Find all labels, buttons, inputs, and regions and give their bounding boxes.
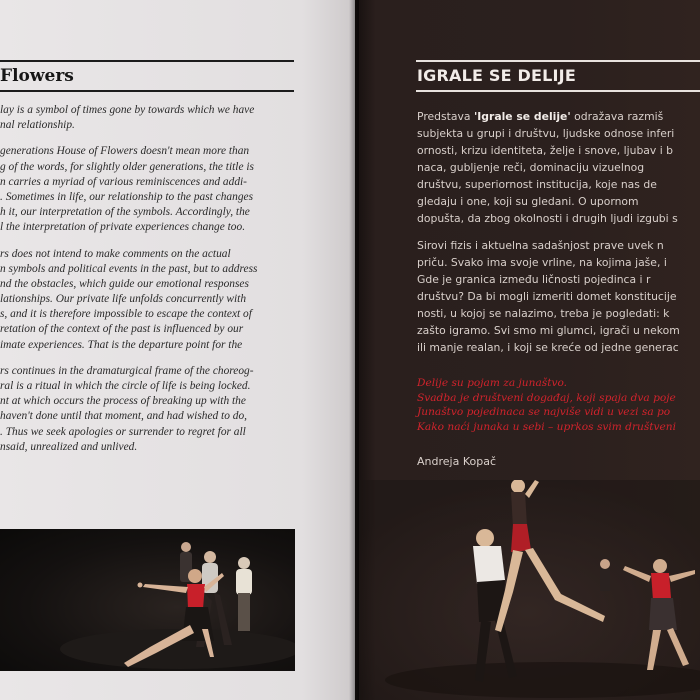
text-line: g of the words, for slightly older generations, the title is: [0, 160, 254, 173]
text-line: Sirovi fizis i aktuelna sadašnjost prave uvek n: [417, 239, 664, 252]
book-spine-shadow: [349, 0, 359, 700]
text-line: lay is a symbol of times gone by towards which we have: [0, 104, 255, 116]
red-quote-line: Delije su pojam za junaštvo.: [417, 377, 568, 389]
text-line: zašto igramo. Svi smo mi glumci, igrači u nekom: [417, 324, 680, 337]
text-segment: odražava razmiš: [574, 110, 664, 123]
text-line: subjekta u grupi i društvu, ljudske odnose inferi: [417, 127, 675, 140]
text-line: rs does not intend to make comments on the actual: [0, 247, 231, 260]
text-line: ornosti, krizu identiteta, želje i snove, ljubav i b: [417, 144, 674, 157]
right-page: [355, 0, 700, 700]
left-top-rule: [0, 60, 294, 62]
author-name: Andreja Kopač: [417, 455, 496, 468]
text-line: ral is a ritual in which the circle of life is being locked.: [0, 380, 251, 392]
text-line: nd the obstacles, which guide our emotional responses: [0, 277, 249, 290]
right-title-rule: [416, 90, 700, 92]
right-page-title: IGRALE SE DELIJE: [417, 66, 576, 85]
text-line: rs continues in the dramaturgical frame of the choreog-: [0, 364, 254, 377]
text-segment: Predstava: [417, 110, 471, 123]
text-line: nal relationship.: [0, 119, 75, 132]
text-line: dopušta, da zbog okolnosti i drugih ljudi izgubi s: [417, 212, 678, 225]
text-line: društvu? Da bi mogli izmeriti domet konstitucije: [417, 290, 677, 303]
play-title-quote: 'Igrale se delije': [473, 110, 571, 123]
right-body-text: [417, 108, 700, 356]
left-body-text: [0, 103, 295, 455]
text-line: retation of the context of the past is influenced by our: [0, 323, 244, 336]
text-line: generations House of Flowers doesn't mean more than: [0, 145, 250, 158]
text-line: lationships. Our private life unfolds concurrently with: [0, 293, 247, 306]
text-line: h it, our interpretation of the symbols. Accordingly, the: [0, 206, 250, 219]
text-line: . Sometimes in life, our relationship to the past changes: [0, 190, 253, 203]
dance-photo-right: [355, 480, 700, 700]
red-quote-line: Svadba je društveni događaj, koji spaja dva poje: [417, 391, 676, 404]
text-line: ili manje realan, i koji se kreće od jedne generac: [417, 341, 679, 354]
dance-photo-left: [0, 529, 295, 671]
text-line: društvu, superiornost institucija, koje nas de: [417, 178, 657, 191]
dancers-illustration: [0, 529, 295, 671]
text-line: imate experiences. That is the departure point for the: [0, 338, 243, 351]
right-top-rule: [416, 60, 700, 62]
text-line: n symbols and political events in the past, but to address: [0, 262, 258, 275]
red-quote-line: Kako naći junaka u sebi – uprkos svim društveni: [417, 420, 676, 433]
text-line: haven't done until that moment, and had wished to do,: [0, 410, 247, 423]
text-line: n carries a myriad of various reminiscences and addi-: [0, 175, 247, 188]
dancers-illustration: [355, 480, 700, 700]
text-line: [417, 108, 700, 125]
text-line: nosti, u kojoj se nalazimo, treba je pogledati: k: [417, 307, 670, 320]
text-line: gledaju i one, koji su gledani. O upornom: [417, 195, 639, 208]
text-line: naca, gubljenje reči, dominaciju vizuelnog: [417, 161, 645, 174]
text-line: s, and it is therefore impossible to escape the context of: [0, 308, 252, 321]
left-title-rule: [0, 90, 294, 92]
red-quote-block: [417, 376, 700, 434]
text-line: priču. Svako ima svoje vrline, na kojima jaše, i: [417, 256, 667, 269]
text-line: nt at which occurs the process of breaking up with the: [0, 395, 246, 408]
text-line: l the interpretation of private experiences change too.: [0, 221, 246, 234]
red-quote-line: Junaštvo pojedinaca se najviše vidi u vezi sa po: [417, 406, 671, 418]
text-line: . Thus we seek apologies or surrender to regret for all: [0, 425, 246, 438]
left-page-title: Flowers: [0, 66, 74, 86]
text-line: Gde je granica između ličnosti pojedinca i r: [417, 273, 651, 286]
text-line: nsaid, unrealized and unlived.: [0, 440, 138, 453]
